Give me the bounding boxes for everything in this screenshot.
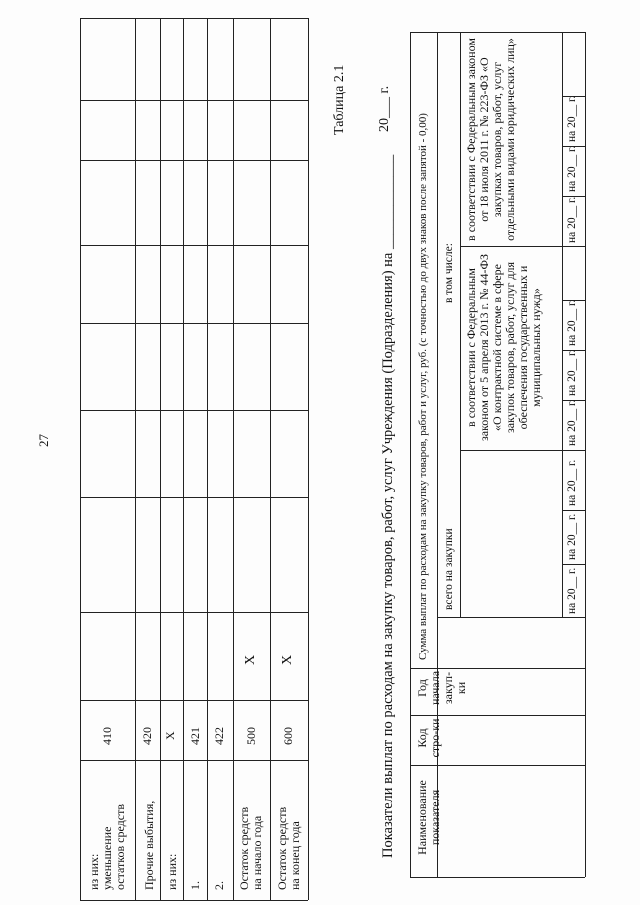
row-code-420: 420 xyxy=(140,727,154,745)
row-code-600: 600 xyxy=(281,727,295,745)
year-label: на 20__ г. xyxy=(566,567,578,614)
row-name-421: 1. xyxy=(188,881,202,890)
row-code-422: 422 xyxy=(212,727,226,745)
row-name-410: из них: уменьшение остатков средств xyxy=(87,804,127,890)
row-year-500: X xyxy=(243,654,258,665)
year-label: на 20__ г. xyxy=(566,145,578,192)
row-code-500: 500 xyxy=(244,727,258,745)
col-sum-header: Сумма выплат по расходам на закупку товаров, работ и услуг, руб. (с точностью до двух знаков после запятой - 0,00) xyxy=(417,113,429,660)
year-label: на 20__ г. xyxy=(566,95,578,142)
year-label: на 20__ г. xyxy=(566,349,578,396)
page-number: 27 xyxy=(36,434,51,447)
year-line: 20___ г. xyxy=(377,85,392,132)
col-year-header: Год начала закуп-ки xyxy=(415,670,468,706)
row-name-422: 2. xyxy=(212,881,226,890)
row-name-420: Прочие выбытия, xyxy=(142,800,156,890)
year-label: на 20__ г. xyxy=(566,513,578,560)
table-label: Таблица 2.1 xyxy=(332,64,347,135)
row-name-500: Остаток средств на начало года xyxy=(237,806,264,890)
col-44fz-header: в соответствии с Федеральным законом от 5 апреля 2013 г. № 44-ФЗ «О контрактной системе в сфере закупок товаров, работ, услуг для обеспечения государственных и муниципальных нужд» xyxy=(464,253,543,442)
col-name-header: Наименование показателя xyxy=(415,780,442,855)
year-label: на 20__ г. xyxy=(566,299,578,346)
year-label: на 20__ г. xyxy=(566,399,578,446)
row-name-600: Остаток средств на конец года xyxy=(275,806,302,890)
row-code-x: X xyxy=(163,731,177,740)
col-incl-header: в том числе: xyxy=(443,243,455,303)
row-code-421: 421 xyxy=(188,727,202,745)
row-code-410: 410 xyxy=(100,727,114,745)
year-label: на 20__ г. xyxy=(566,196,578,243)
row-year-600: X xyxy=(280,654,295,665)
year-label: на 20__ г. xyxy=(566,459,578,506)
row-name-incl: из них: xyxy=(165,853,179,890)
col-223fz-header: в соответствии с Федеральным законом от 18 июля 2011 г. № 223-ФЗ «О закупках товаров, работ, услуг отдельными видами юридических лиц» xyxy=(464,38,517,241)
table-title: Показатели выплат по расходам на закупку товаров, работ, услуг Учреждения (Подразделения) на _____________ xyxy=(380,154,396,858)
col-code-header: Код стро-ки xyxy=(415,718,442,758)
col-total-header: всего на закупки xyxy=(443,528,455,610)
